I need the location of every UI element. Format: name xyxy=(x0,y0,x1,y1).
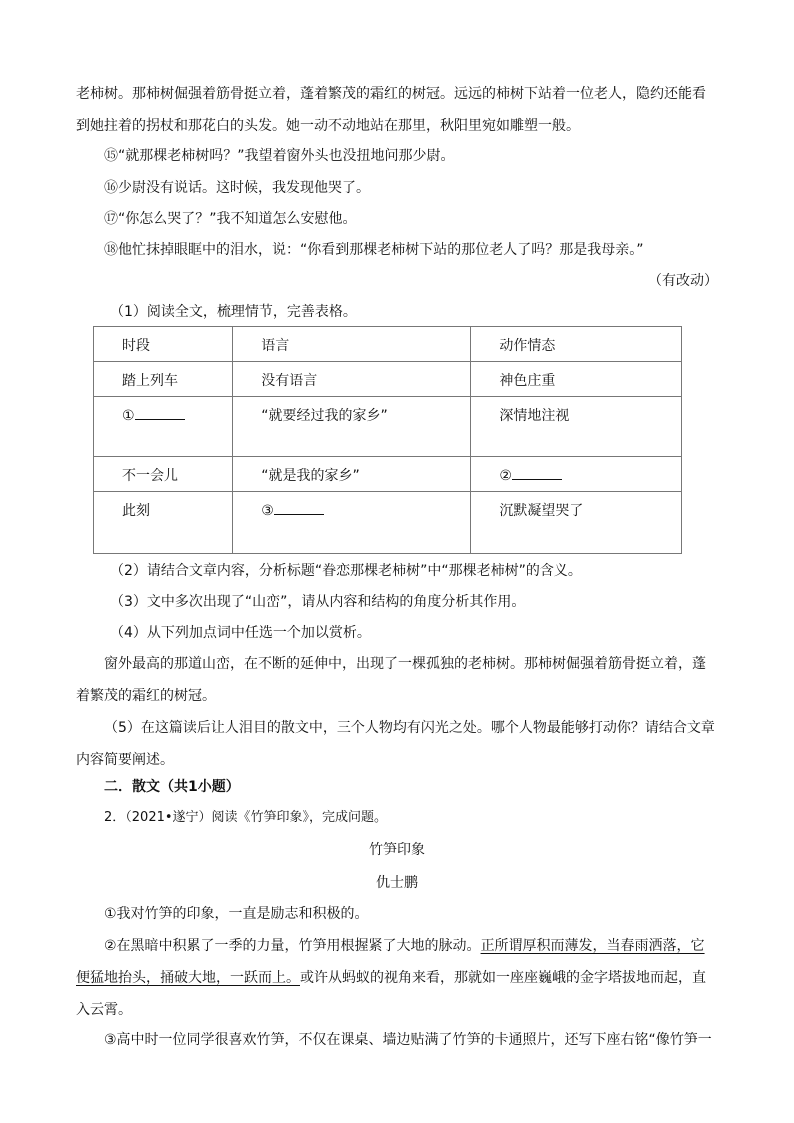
passage-paragraph-14: 老柿树。那柿树倔强着筋骨挺立着，蓬着繁茂的霜红的树冠。远远的柿树下站着一位老人，隐约还能看到她拄着的拐杖和那花白的头发。她一动不动地站在那里，秋阳里宛如雕塑一般。 xyxy=(76,86,706,134)
blank-label: ② xyxy=(499,468,512,484)
answer-blank-2[interactable] xyxy=(512,465,562,480)
table-cell: 踏上列车 xyxy=(94,362,233,397)
table-header-cell: 时段 xyxy=(94,327,233,362)
table-cell xyxy=(94,397,233,457)
table-header-cell: 语言 xyxy=(233,327,471,362)
question-4: （4）从下列加点词中任选一个加以赏析。 xyxy=(110,625,371,641)
table-row xyxy=(94,492,682,554)
table-cell: “就是我的家乡” xyxy=(233,457,471,492)
question-header: 2．（2021•遂宁）阅读《竹笋印象》，完成问题。 xyxy=(104,810,388,825)
passage-paragraph-17: ⑰“你怎么哭了？”我不知道怎么安慰他。 xyxy=(104,211,357,227)
question-1-prompt: （1）阅读全文，梳理情节，完善表格。 xyxy=(110,304,357,320)
table-cell xyxy=(471,457,682,492)
question-4-excerpt: 窗外最高的那道山峦，在不断的延伸中，出现了一棵孤独的老柿树。那柿树倔强着筋骨挺立着，蓬着繁茂的霜红的树冠。 xyxy=(76,656,706,704)
essay-paragraph-3: ③高中时一位同学很喜欢竹笋，不仅在课桌、墙边贴满了竹笋的卡通照片，还写下座右铭“像竹笋一 xyxy=(104,1032,712,1048)
plot-summary-table xyxy=(93,326,682,554)
table-row xyxy=(94,397,682,457)
underlined-sentence: 正所谓厚积而薄发，当春雨洒落，它便猛地抬头，捅破大地，一跃而上。 xyxy=(76,938,705,986)
table-cell: 此刻 xyxy=(94,492,233,554)
section-heading: 二．散文（共1小题） xyxy=(104,779,240,795)
passage-paragraph-15: ⑮“就那棵老柿树吗？”我望着窗外头也没扭地问那少尉。 xyxy=(104,148,455,164)
table-cell: 没有语言 xyxy=(233,362,471,397)
question-5: （5）在这篇读后让人泪目的散文中，三个人物均有闪光之处。哪个人物最能够打动你？请结合文章内容简要阐述。 xyxy=(76,720,715,768)
table-cell: 深情地注视 xyxy=(471,397,682,457)
table-cell: 沉默凝望哭了 xyxy=(471,492,682,554)
question-3: （3）文中多次出现了“山峦”，请从内容和结构的角度分析其作用。 xyxy=(110,594,526,610)
table-cell: 神色庄重 xyxy=(471,362,682,397)
passage-paragraph-16: ⑯少尉没有说话。这时候，我发现他哭了。 xyxy=(104,180,370,196)
paragraph-text: ②在黑暗中积累了一季的力量，竹笋用根握紧了大地的脉动。 xyxy=(104,938,481,954)
table-header-row xyxy=(94,327,682,362)
table-header-cell: 动作情态 xyxy=(471,327,682,362)
blank-label: ① xyxy=(122,408,135,424)
table-cell: 不一会儿 xyxy=(94,457,233,492)
blank-label: ③ xyxy=(261,503,274,519)
essay-author: 仇士鹏 xyxy=(376,875,418,891)
paragraph-text: 或许从蚂蚁的视角来看，那就如一座座巍峨的金字塔拔地而起，直入云霄。 xyxy=(76,970,706,1018)
answer-blank-1[interactable] xyxy=(135,405,185,420)
passage-paragraph-18: ⑱他忙抹掉眼眶中的泪水，说：“你看到那棵老柿树下站的那位老人了吗？那是我母亲。” xyxy=(104,242,644,258)
question-2: （2）请结合文章内容，分析标题“眷恋那棵老柿树”中“那棵老柿树”的含义。 xyxy=(110,563,582,579)
essay-paragraph-2 xyxy=(76,930,718,1026)
source-note: （有改动） xyxy=(648,273,718,289)
table-cell xyxy=(233,492,471,554)
essay-paragraph-1: ①我对竹笋的印象，一直是励志和积极的。 xyxy=(104,906,369,922)
table-row xyxy=(94,362,682,397)
table-cell: “就要经过我的家乡” xyxy=(233,397,471,457)
table-row xyxy=(94,457,682,492)
essay-title: 竹笋印象 xyxy=(369,842,425,858)
answer-blank-3[interactable] xyxy=(274,500,324,515)
